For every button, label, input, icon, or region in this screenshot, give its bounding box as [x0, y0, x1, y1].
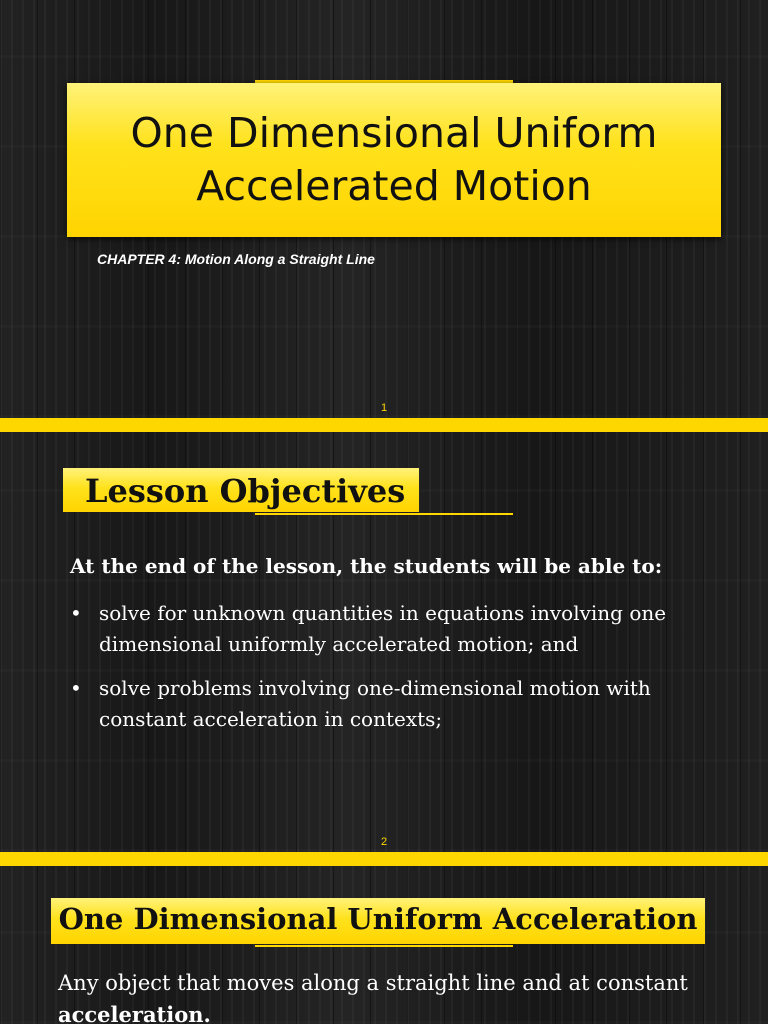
slide-heading: One Dimensional Uniform Acceleration	[58, 902, 698, 936]
slide-1	[0, 0, 768, 418]
lead-text: At the end of the lesson, the students will be able to:	[70, 554, 663, 578]
slide-3	[0, 866, 768, 1024]
page-number: 2	[380, 836, 388, 848]
heading-underline	[255, 945, 513, 947]
page-number: 1	[380, 402, 388, 414]
list-item-text: solve problems involving one-dimensional motion with constant acceleration in contexts;	[99, 676, 651, 731]
bullet-icon: •	[70, 676, 82, 700]
slide-divider	[0, 852, 768, 866]
list-item-text: solve for unknown quantities in equations involving one dimensional uniformly accelerated motion; and	[99, 601, 667, 656]
body-text-emphasis: acceleration	[58, 1002, 204, 1024]
slide-title-line-2: Accelerated Motion	[196, 162, 592, 210]
slide-2	[0, 432, 768, 852]
body-text-part: Any object that moves along a straight line and at constant	[58, 971, 688, 995]
slide-title-line-1: One Dimensional Uniform	[130, 109, 658, 157]
slide-subtitle: CHAPTER 4: Motion Along a Straight Line	[97, 251, 375, 267]
objectives-list	[70, 598, 710, 748]
slide-divider	[0, 418, 768, 432]
slide-heading: Lesson Objectives	[85, 472, 406, 510]
title-box	[67, 83, 721, 237]
slide-title	[131, 107, 658, 213]
body-text-period: .	[203, 1002, 211, 1024]
bullet-icon: •	[70, 601, 82, 625]
list-item	[70, 673, 710, 735]
list-item	[70, 598, 710, 660]
body-text	[58, 968, 738, 1024]
heading-underline	[255, 513, 513, 515]
